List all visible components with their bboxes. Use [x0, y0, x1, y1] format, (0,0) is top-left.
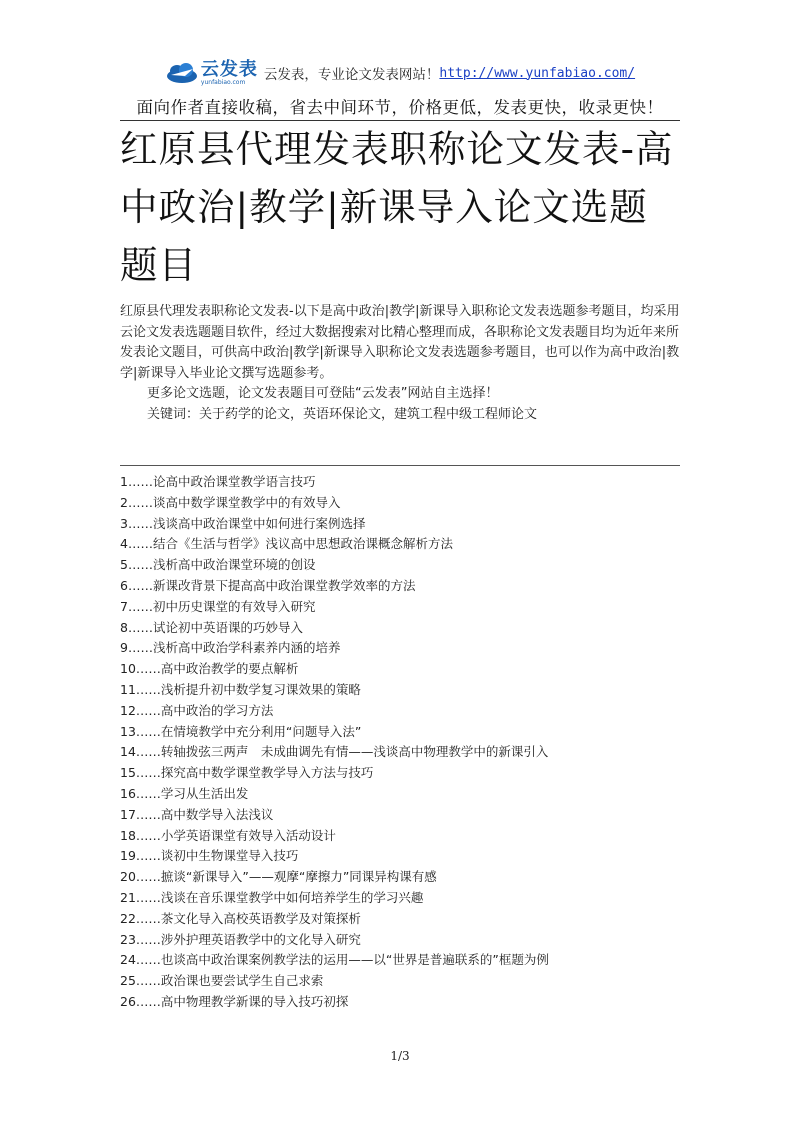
list-item: 15……探究高中数学课堂教学导入方法与技巧 [120, 765, 374, 781]
list-item: 8……试论初中英语课的巧妙导入 [120, 619, 303, 635]
list-item: 2……谈高中数学课堂教学中的有效导入 [120, 494, 341, 510]
list-item: 20……摭谈“新课导入”——观摩“摩擦力”同课异构课有感 [120, 869, 437, 885]
list-item: 25……政治课也要尝试学生自己求索 [120, 973, 324, 989]
list-item: 18……小学英语课堂有效导入活动设计 [120, 827, 336, 843]
intro-section [120, 302, 685, 425]
list-item: 1……论高中政治课堂教学语言技巧 [120, 474, 316, 489]
list-item: 10……高中政治教学的要点解析 [120, 661, 299, 677]
list-item: 11……浅析提升初中数学复习课效果的策略 [120, 681, 361, 697]
list-item: 5……浅析高中政治课堂环境的创设 [120, 557, 316, 573]
site-logo[interactable] [165, 58, 258, 86]
list-item: 16……学习从生活出发 [120, 785, 249, 801]
site-tagline: 云发表，专业论文发表网站！ [263, 67, 440, 83]
list-item: 21……浅谈在音乐课堂教学中如何培养学生的学习兴趣 [120, 889, 424, 905]
site-url-link[interactable]: http://www.yunfabiao.com/ [439, 65, 636, 81]
list-item: 19……谈初中生物课堂导入技巧 [120, 848, 299, 864]
topic-list [120, 472, 685, 1013]
list-item: 13……在情境教学中充分利用“问题导入法” [120, 723, 362, 739]
header-brand-line [0, 58, 800, 88]
list-item: 9……浅析高中政治学科素养内涵的培养 [120, 640, 341, 656]
more-topics-note: 更多论文选题，论文发表题目可登陆“云发表”网站自主选择！ [147, 386, 499, 401]
cloud-plane-icon [165, 61, 199, 85]
list-item: 17……高中数学导入法浅议 [120, 806, 274, 822]
list-item: 12……高中政治的学习方法 [120, 702, 274, 718]
list-item: 3……浅谈高中政治课堂中如何进行案例选择 [120, 515, 366, 531]
list-item: 6……新课改背景下提高高中政治课堂教学效率的方法 [120, 577, 416, 593]
site-header [0, 58, 800, 118]
keywords-line: 关键词：关于药学的论文，英语环保论文，建筑工程中级工程师论文 [147, 406, 538, 422]
list-item: 4……结合《生活与哲学》浅议高中思想政治课概念解析方法 [120, 536, 453, 552]
list-divider [120, 465, 680, 466]
intro-paragraph: 红原县代理发表职称论文发表-以下是高中政治|教学|新课导入职称论文发表选题参考题目，均采用云论文发表选题题目软件，经过大数据搜索对比精心整理而成，各职称论文发表题目均为近年来所发表论文题目，可供高中政治|教学|新课导入职称论文发表选题参考题目，也可以作为高中政治|教学|新课导入毕业论文撰写选题参考。 [120, 304, 680, 381]
list-item: 14……转轴拨弦三两声 未成曲调先有情——浅谈高中物理教学中的新课引入 [120, 744, 549, 760]
list-item: 24……也谈高中政治课案例教学法的运用——以“世界是普遍联系的”框题为例 [120, 952, 549, 968]
list-item: 7……初中历史课堂的有效导入研究 [120, 598, 316, 614]
list-item: 26……高中物理教学新课的导入技巧初探 [120, 993, 349, 1009]
list-item: 22……茶文化导入高校英语教学及对策探析 [120, 910, 361, 926]
site-slogan: 面向作者直接收稿，省去中间环节，价格更低，发表更快，收录更快！ [136, 98, 664, 117]
list-item: 23……涉外护理英语教学中的文化导入研究 [120, 931, 361, 947]
logo-text: 云发表 [200, 58, 258, 80]
document-title: 红原县代理发表职称论文发表-高中政治|教学|新课导入论文选题题目 [120, 127, 674, 287]
logo-subtext: yunfabiao.com [200, 78, 246, 86]
page-number: 1/3 [390, 1049, 410, 1063]
